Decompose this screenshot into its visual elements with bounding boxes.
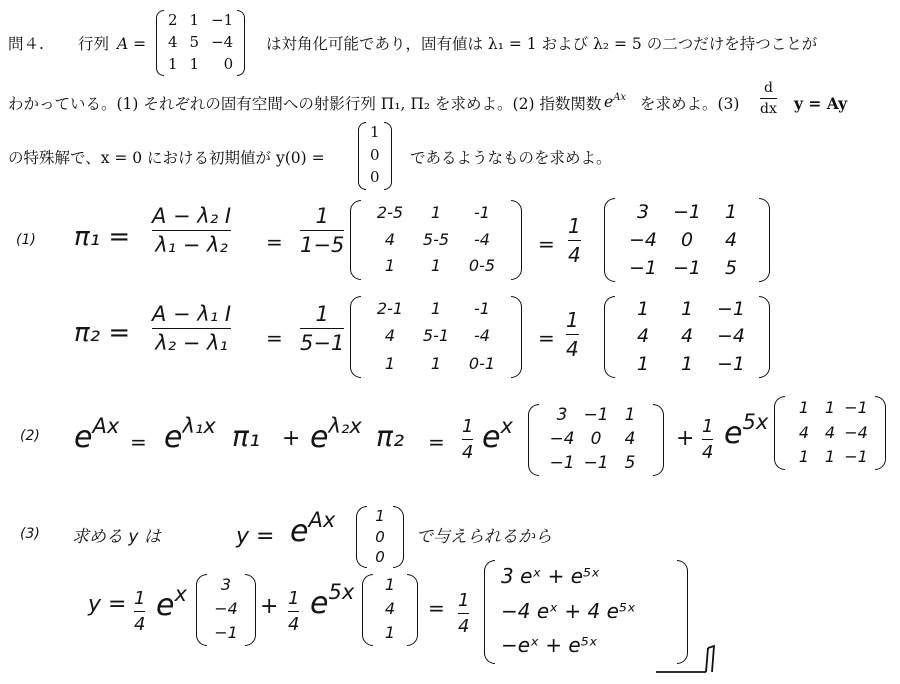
matrix-cell: −4 [716, 325, 745, 348]
p3-exp: $e^{Ax}$ [290, 508, 336, 549]
matrix-cell: 1 [724, 201, 738, 223]
equals: = [428, 596, 445, 620]
pi2-result-coef: 1 4 [566, 308, 579, 361]
matrix-cell: 1 [430, 256, 442, 276]
vector-cell: 0 [370, 168, 380, 187]
matrix-cell: 1 [636, 298, 650, 320]
p2-term2: $e^{\lambda_2x}$ [310, 414, 362, 455]
pi2-matrix-expanded [350, 296, 522, 378]
equals: = [428, 430, 445, 454]
pi1-lhs: π₁ = [74, 222, 131, 252]
pi1-result-coef: 1 4 [568, 214, 581, 267]
matrix-cell: −1 [716, 352, 745, 375]
matrix-cell: −4 [211, 33, 234, 51]
derivative-operator: d dx [760, 80, 777, 117]
pi2-matrix-result [604, 296, 770, 378]
matrix-cell: 5-5 [422, 229, 450, 249]
p2-pi1: π₁ [232, 420, 261, 453]
matrix-cell: 3 [556, 405, 568, 425]
matrix-cell: -1 [474, 299, 490, 318]
matrix-cell: 1 [430, 299, 442, 318]
problem-line1: は対角化可能であり，固有値は λ₁ = 1 および λ₂ = 5 の二つだけを持つことが [266, 35, 818, 53]
initial-vector [358, 122, 392, 190]
matrix-cell: 1 [384, 353, 396, 373]
vector-cell: 1 [384, 575, 396, 594]
p3-vector1 [196, 574, 256, 646]
matrix-cell: 1 [680, 352, 694, 375]
matrix-cell: −1 [583, 453, 609, 473]
matrix-cell: 4 [624, 429, 636, 449]
p3-exp2: $e^{5x}$ [310, 580, 355, 621]
equals: = [266, 230, 283, 254]
problem-line2-b: を求めよ。(3) [640, 95, 740, 113]
p2-coef1: 1 4 [462, 416, 474, 463]
matrix-cell: 1 [189, 55, 200, 73]
pi1-matrix-result [604, 198, 770, 282]
matrix-cell: 1 [798, 447, 810, 467]
matrix-cell: 1 [624, 405, 636, 425]
matrix-cell: −1 [716, 298, 745, 320]
equals: = [266, 326, 283, 350]
matrix-cell: 1 [430, 203, 442, 222]
matrix-cell: 4 [384, 229, 396, 249]
matrix-cell: 1 [798, 398, 810, 417]
exp-function: $e^{Ax}$ [604, 92, 627, 111]
matrix-cell: 1 [430, 353, 442, 373]
vector-cell: 3 [220, 575, 232, 594]
part1-label: (1) [16, 232, 36, 248]
p3-text1: 求める y は [72, 527, 161, 547]
matrix-cell: −1 [844, 447, 868, 467]
vector-cell: 0 [370, 145, 380, 164]
matrix-cell: 4 [680, 325, 694, 348]
pi2-lhs: π₂ = [74, 318, 131, 348]
vector-cell: 0 [375, 527, 385, 546]
matrix-cell: −1 [211, 11, 234, 29]
pi1-formula: A − λ₂ I λ₁ − λ₂ [152, 204, 232, 257]
matrix-cell: 1 [384, 256, 396, 276]
p3-text2: で与えられるから [416, 527, 552, 547]
matrix-cell: 2-5 [376, 203, 404, 222]
matrix-cell: 5 [624, 453, 636, 473]
matrix-cell: 0 [590, 429, 602, 449]
part2-label: (2) [20, 428, 40, 444]
p3-exp1: $e^x$ [156, 582, 187, 623]
matrix-cell: 5 [189, 33, 200, 51]
problem-label: 問４. [8, 35, 44, 53]
matrix-cell: -1 [474, 203, 490, 222]
vector-cell: 1 [375, 507, 385, 525]
matrix-cell: −1 [844, 398, 868, 417]
matrix-cell: -4 [474, 229, 490, 249]
matrix-cell: 0-1 [468, 353, 496, 373]
matrix-cell: −1 [583, 405, 609, 425]
matrix-cell: 4 [798, 422, 810, 442]
p2-matrix2 [774, 396, 886, 470]
matrix-cell: 4 [636, 325, 650, 348]
problem-line3-b: であるようなものを求めよ。 [410, 149, 612, 167]
equals: = [538, 232, 555, 256]
end-of-proof-mark [654, 642, 724, 678]
pi2-formula: A − λ₁ I λ₂ − λ₁ [152, 302, 232, 355]
p3-line2-y: y = [88, 592, 127, 617]
vector-cell: 1 [370, 123, 380, 141]
problem-intro: 行列 [78, 35, 110, 53]
matrix-cell: −4 [628, 229, 657, 251]
matrix-cell: 0 [223, 55, 234, 73]
pi1-coef: 1 1−5 [300, 204, 345, 257]
matrix-cell: 2 [168, 11, 178, 29]
vector-cell: 4 [384, 599, 396, 618]
matrix-cell: 0 [680, 229, 694, 251]
equals: = [538, 326, 555, 350]
matrix-cell: 4 [724, 229, 738, 251]
matrix-cell: 0-5 [468, 256, 496, 276]
vector-cell: 0 [375, 548, 385, 567]
p3-coef2: 1 4 [288, 588, 300, 635]
result-row: 3 eˣ + e⁵ˣ [501, 564, 600, 588]
matrix-cell: 1 [189, 11, 200, 29]
matrix-a [156, 10, 245, 76]
p3-initial-vector [356, 506, 404, 568]
p3-vector2 [362, 574, 418, 646]
part3-label: (3) [20, 526, 40, 542]
pi2-coef: 1 5−1 [300, 302, 345, 355]
equals: = [130, 430, 147, 454]
matrix-cell: 1 [636, 352, 650, 375]
p2-lhs: $e^{Ax}$ [74, 414, 120, 455]
matrix-cell: 2-1 [376, 299, 404, 318]
p3-result-coef: 1 4 [458, 590, 470, 637]
matrix-cell: 1 [168, 55, 178, 73]
matrix-cell: 1 [824, 398, 836, 417]
matrix-cell: 5 [724, 257, 738, 279]
plus: + [282, 426, 301, 451]
p2-pi2: π₂ [376, 420, 405, 453]
plus: + [676, 426, 695, 451]
matrix-cell: −4 [844, 422, 868, 442]
pi1-matrix-expanded [350, 200, 522, 280]
matrix-cell: 4 [384, 326, 396, 346]
matrix-cell: −1 [628, 257, 657, 279]
matrix-a-label: A = [117, 35, 147, 53]
p2-matrix1 [528, 404, 664, 476]
p2-coef2: 1 4 [702, 416, 714, 463]
result-row: −4 eˣ + 4 e⁵ˣ [501, 598, 636, 623]
matrix-cell: 3 [636, 201, 650, 223]
problem-line3-a: の特殊解で、x = 0 における初期値が y(0) = [8, 149, 325, 167]
matrix-cell: 1 [824, 447, 836, 467]
matrix-cell: 4 [168, 33, 178, 51]
vector-cell: 1 [384, 623, 396, 642]
p2-exp2: $e^{5x}$ [724, 410, 769, 451]
vector-cell: −1 [214, 623, 238, 642]
problem-line2-a: わかっている。(1) それぞれの固有空間への射影行列 Π₁, Π₂ を求めよ。(2) 指数関数 [8, 95, 602, 113]
result-row: −eˣ + e⁵ˣ [501, 633, 598, 658]
matrix-cell: 5-1 [422, 326, 450, 346]
matrix-cell: 4 [824, 422, 836, 442]
p3-coef1: 1 4 [134, 588, 146, 635]
p2-term1: $e^{\lambda_1x}$ [164, 414, 216, 455]
matrix-cell: −1 [672, 201, 701, 223]
matrix-cell: 1 [680, 298, 694, 320]
matrix-cell: -4 [474, 326, 490, 346]
matrix-cell: −4 [549, 429, 575, 449]
matrix-cell: −1 [549, 453, 575, 473]
ode-equation: y = Ay [794, 94, 848, 113]
p3-y: y = [236, 524, 275, 549]
vector-cell: −4 [214, 599, 238, 618]
p2-exp1: $e^x$ [482, 414, 513, 455]
matrix-cell: −1 [672, 257, 701, 279]
plus: + [260, 594, 279, 619]
